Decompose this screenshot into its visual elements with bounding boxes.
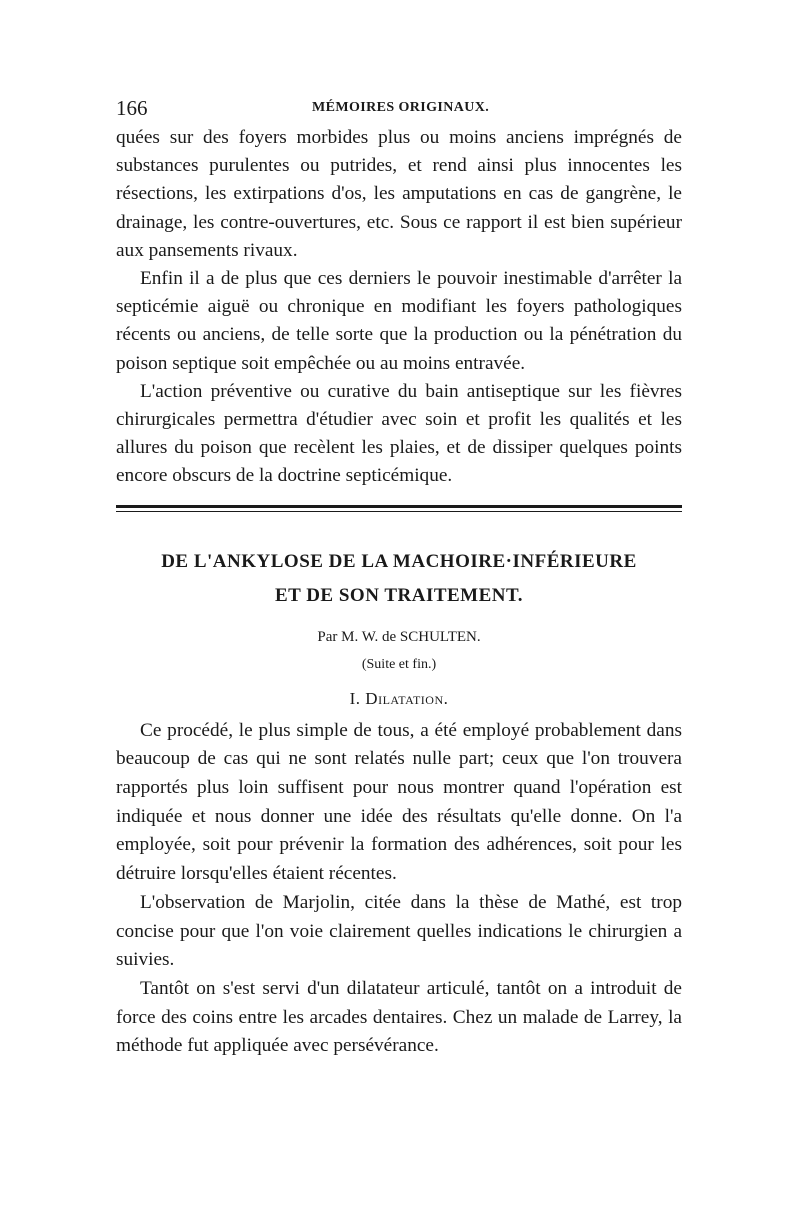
section-divider	[116, 505, 682, 513]
paragraph: L'observation de Marjolin, citée dans la thèse de Mathé, est trop concise pour que l'on voie clairement quelles indications le chirurgien a suivies.	[116, 891, 682, 971]
section-heading: I. Dilatation.	[349, 688, 449, 708]
continuation-note: (Suite et fin.)	[361, 656, 437, 672]
paragraph: Enfin il a de plus que ces derniers le pouvoir inestimable d'arrêter la septicémie aiguë ou chronique en modifiant les foyers pathologiques récents ou anciens, de telle sorte que la production ou la pénétration du poison septique soit empêchée ou au moins entravée.	[116, 268, 682, 374]
previous-article-text	[116, 124, 682, 491]
divider-thick-rule	[116, 505, 682, 508]
paragraph: quées sur des foyers morbides plus ou moins anciens imprégnés de substances purulentes ou putrides, et rend ainsi plus innocentes les résections, les extirpations d'os, les amputations en cas de gangrène, le drainage, les contre-ouvertures, etc. Sous ce rapport il est bien supérieur aux pansements rivaux.	[116, 127, 682, 261]
article-title	[116, 545, 682, 613]
article-body	[116, 717, 682, 1061]
paragraph: Ce procédé, le plus simple de tous, a été employé probablement dans beaucoup de cas qui ne sont relatés nulle part; ceux que l'on trouvera rapportés plus loin suffisent pour nous montrer quand l'opération est indiquée et nous donner une idée des résultats qu'elle donne. On l'a employée, soit pour prévenir la formation des adhérences, soit pour les détruire lorsqu'elles étaient récentes.	[116, 719, 682, 885]
paragraph: Tantôt on s'est servi d'un dilatateur articulé, tantôt on a introduit de force des coins entre les arcades dentaires. Chez un malade de Larrey, la méthode fut appliquée avec persévérance.	[116, 977, 682, 1057]
article-title-line: ET DE SON TRAITEMENT.	[274, 584, 524, 606]
book-page	[116, 96, 682, 1061]
running-title: MÉMOIRES ORIGINAUX.	[312, 100, 490, 115]
author-byline: Par M. W. de SCHULTEN.	[317, 628, 481, 645]
page-number: 166	[116, 96, 148, 120]
paragraph: L'action préventive ou curative du bain antiseptique sur les fièvres chirurgicales permettra d'étudier avec soin et profit les qualités et les allures du poison que recèlent les plaies, et de dissiper quelques points encore obscurs de la doctrine septicémique.	[116, 380, 682, 487]
running-head	[116, 96, 682, 126]
article-title-line: DE L'ANKYLOSE DE LA MACHOIRE·INFÉRIEURE	[161, 550, 637, 572]
divider-thin-rule	[116, 511, 682, 512]
